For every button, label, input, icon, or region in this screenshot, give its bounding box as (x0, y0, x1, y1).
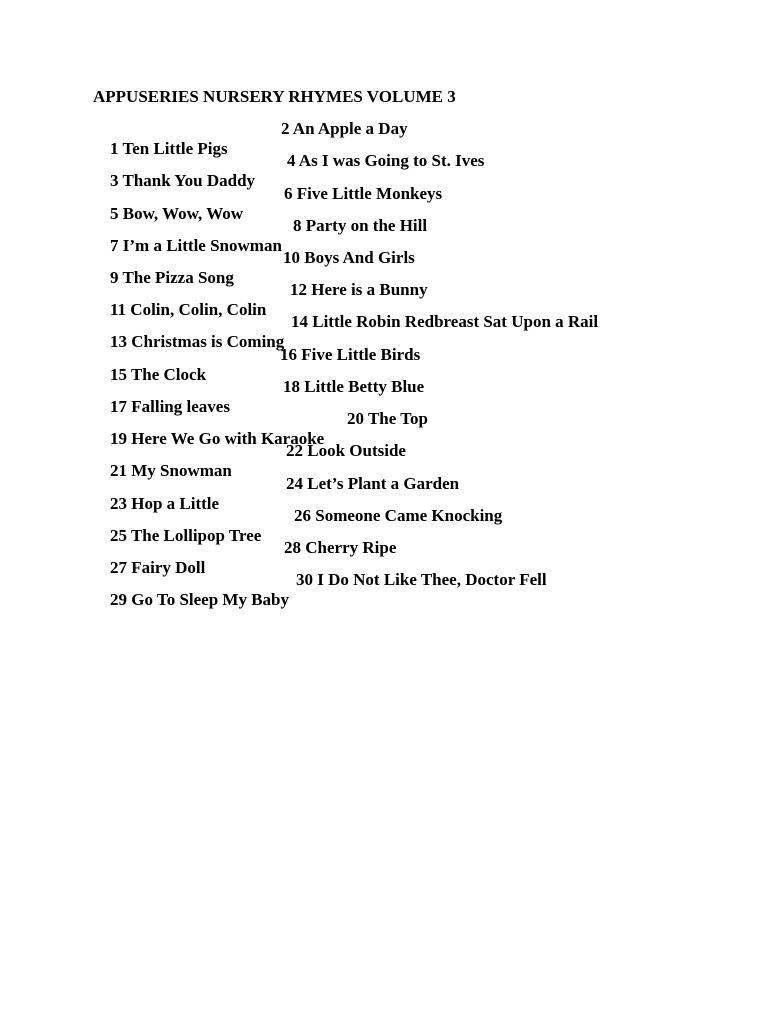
rhyme-left: 11 Colin, Colin, Colin (110, 300, 267, 319)
rhyme-left: 27 Fairy Doll (110, 558, 206, 577)
rhyme-left: 1 Ten Little Pigs (110, 139, 228, 158)
rhyme-right: 28 Cherry Ripe (284, 538, 397, 557)
rhyme-left: 7 I’m a Little Snowman (110, 236, 282, 255)
rhyme-right: 24 Let’s Plant a Garden (286, 474, 460, 493)
rhyme-right: 30 I Do Not Like Thee, Doctor Fell (296, 570, 547, 589)
rhyme-left: 9 The Pizza Song (110, 268, 234, 287)
rhyme-right: 12 Here is a Bunny (290, 280, 428, 299)
rhyme-right: 4 As I was Going to St. Ives (287, 151, 485, 170)
rhyme-left: 5 Bow, Wow, Wow (110, 204, 244, 223)
rhyme-left: 15 The Clock (110, 365, 207, 384)
rhyme-right: 16 Five Little Birds (280, 345, 421, 364)
rhyme-left: 17 Falling leaves (110, 397, 230, 416)
rhyme-right: 6 Five Little Monkeys (284, 184, 443, 203)
rhyme-right: 2 An Apple a Day (281, 119, 408, 138)
rhyme-left: 13 Christmas is Coming (110, 332, 285, 351)
rhyme-left: 29 Go To Sleep My Baby (110, 590, 290, 609)
rhyme-right: 8 Party on the Hill (293, 216, 428, 235)
rhyme-right: 18 Little Betty Blue (283, 377, 425, 396)
rhyme-left: 3 Thank You Daddy (110, 171, 256, 190)
rhyme-row (93, 570, 547, 650)
rhyme-left: 25 The Lollipop Tree (110, 526, 262, 545)
rhyme-right: 10 Boys And Girls (283, 248, 415, 267)
rhyme-right: 20 The Top (347, 409, 428, 428)
rhyme-right: 22 Look Outside (286, 441, 406, 460)
rhyme-left: 21 My Snowman (110, 461, 232, 480)
rhyme-right: 14 Little Robin Redbreast Sat Upon a Rail (291, 312, 599, 331)
document-title: APPUSERIES NURSERY RHYMES VOLUME 3 (93, 87, 456, 106)
rhyme-right: 26 Someone Came Knocking (294, 506, 503, 525)
rhyme-left: 19 Here We Go with Karaoke (110, 429, 325, 448)
rhyme-left: 23 Hop a Little (110, 494, 220, 513)
